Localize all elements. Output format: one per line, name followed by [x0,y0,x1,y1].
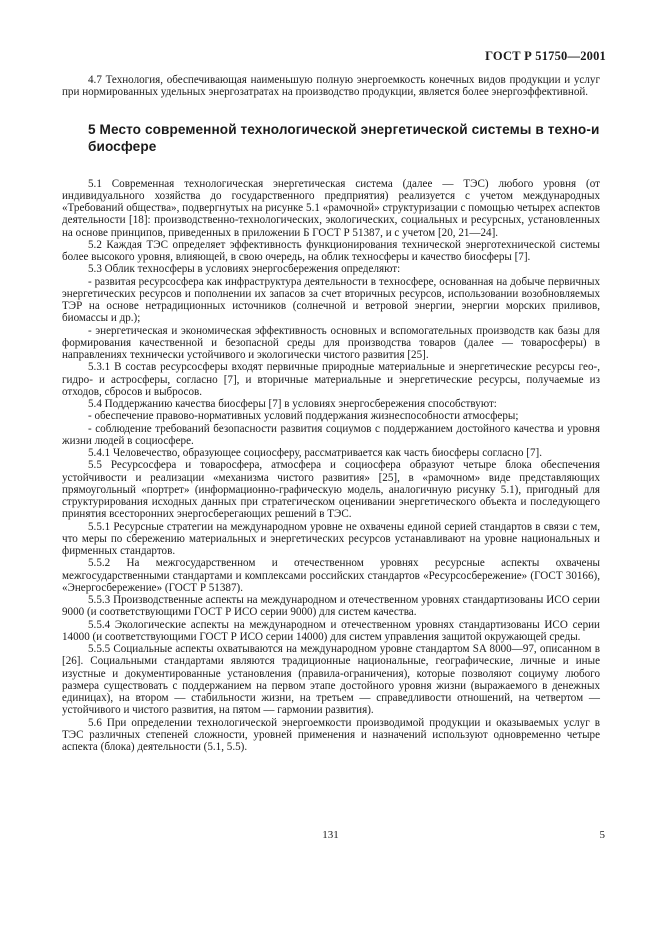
standard-number: ГОСТ Р 51750—2001 [485,49,606,63]
list-item: - соблюдение требований безопасности развития социумов с поддержанием достойного качества и уровня жизни людей в социосфере. [62,422,600,447]
paragraph: 5.5.3 Производственные аспекты на международном и отечественном уровнях стандартизованы ИСО серии 9000 (и соответствующими ГОСТ Р ИСО серии 9000) для систем качества. [62,594,600,619]
paragraph: 5.5.4 Экологические аспекты на международном и отечественном уровнях стандартизованы ИСО серии 14000 (и соответствующими ГОСТ Р ИСО серии 14000) для систем управления защитой окружающей среды. [62,618,600,643]
page-number: 131 [322,829,339,841]
paragraph: 5.5.1 Ресурсные стратегии на международном уровне не охвачены единой серией стандартов в связи с тем, что меры по сбережению материальных и энергетических ресурсов устанавливают на уровне национальных и фирменных стандартов. [62,520,600,557]
paragraph: 5.4.1 Человечество, образующее социосферу, рассматривается как часть биосферы согласно [7]. [88,447,543,459]
paragraph: 5.3 Облик техносферы в условиях энергосбережения определяют: [88,263,401,276]
list-item: - развитая ресурсосфера как инфраструктура деятельности в техносфере, основанная на добыче первичных энергетических ресурсов и пополнении их запасов за счет вторичных ресурсов, использовании возобновляемых ТЭР на основе нетрадиционных источников (солнечной и ветровой энергии, энергии морских приливов, биомассы и др.); [62,275,600,325]
paragraph: 5.2 Каждая ТЭС определяет эффективность функционирования технической энерготехнической системы более высокого уровня, влияющей, в свою очередь, на облик техносферы и качество биосферы [7]. [62,238,600,263]
paragraph: 5.5.2 На межгосударственном и отечественном уровнях ресурсные аспекты охвачены межгосударственными стандартами и комплексами российских стандартов «Ресурсосбережение» (ГОСТ 30166), «Энергосбережение» (ГОСТ Р 51387). [62,557,600,594]
sheet-number: 5 [599,829,605,841]
section-heading: 5 Место современной технологической энергетической системы в техно-и биосфере [88,121,600,154]
document-body [62,74,600,753]
paragraph: 5.5 Ресурсосфера и товаросфера, атмосфера и социосфера образуют четыре блока обеспечения устойчивости и реализации «механизма чистого развития» [25], в «рамочном» виде представляющих прямоугольный «портрет» (информационно-графическую модель, аналогичную рисунку 5.1), пригодный для структурирования исходных данных при стратегическом оценивании энергетического объекта и последующего принятия всесторонних энергосберегающих решений в ТЭС. [62,459,600,521]
list-item: - обеспечение правово-нормативных условий поддержания жизнеспособности атмосферы; [88,410,519,423]
paragraph: 5.5.5 Социальные аспекты охватываются на международном уровне стандартом SA 8000—97, описанном в [26]. Социальными стандартами являются традиционные национальные, географические, личные и иные изустные и документированные установления (правила-ограничения), которые позволяют социуму любого размера существовать с поддержанием на первом этапе достойного уровня жизни (выражаемого в денежных единицах), на втором — стабильности жизни, на третьем — справедливости отношений, на четвертом — устойчивого и чистого развития, на пятом — гармонии развития). [62,643,600,717]
paragraph: 5.1 Современная технологическая энергетическая система (далее — ТЭС) любого уровня (от индивидуального хозяйства до государственного предприятия) реализуется с учетом международных «Требований общества», подвергнутых на рисунке 5.1 «рамочной» структуризации с помощью четырех аспектов деятельности [18]: производственно-технологических, экологических, социальных и ресурсных, установленных на основе принципов, приведенных в приложении Б ГОСТ Р 51387, и с учетом [20, 21—24]. [62,177,600,239]
list-item: - энергетическая и экономическая эффективность основных и вспомогательных производств как базы для формирования качественной и безопасной среды для производства товаров (далее — товаросферы) в направлениях технически устойчивого и экологически чистого развития [25]. [62,324,600,361]
paragraph-4-7: 4.7 Технология, обеспечивающая наименьшую полную энергоемкость конечных видов продукции и услуг при нормированных удельных энергозатратах на производство продукции, является более энергоэффективной. [62,74,600,99]
paragraph: 5.3.1 В состав ресурсосферы входят первичные природные материальные и энергетические ресурсы гео-, гидро- и астросферы, согласно [7], и вторичные материальные и энергетические ресурсы, получаемые из отходов, сбросов и выбросов. [62,361,600,398]
paragraph: 5.6 При определении технологической энергоемкости производимой продукции и оказываемых услуг в ТЭС различных степеней сложности, уровней применения и назначений используют одновременно четыре аспекта (блока) деятельности (5.1, 5.5). [62,716,600,753]
paragraph: 5.4 Поддержанию качества биосферы [7] в условиях энергосбережения способствуют: [88,398,497,410]
